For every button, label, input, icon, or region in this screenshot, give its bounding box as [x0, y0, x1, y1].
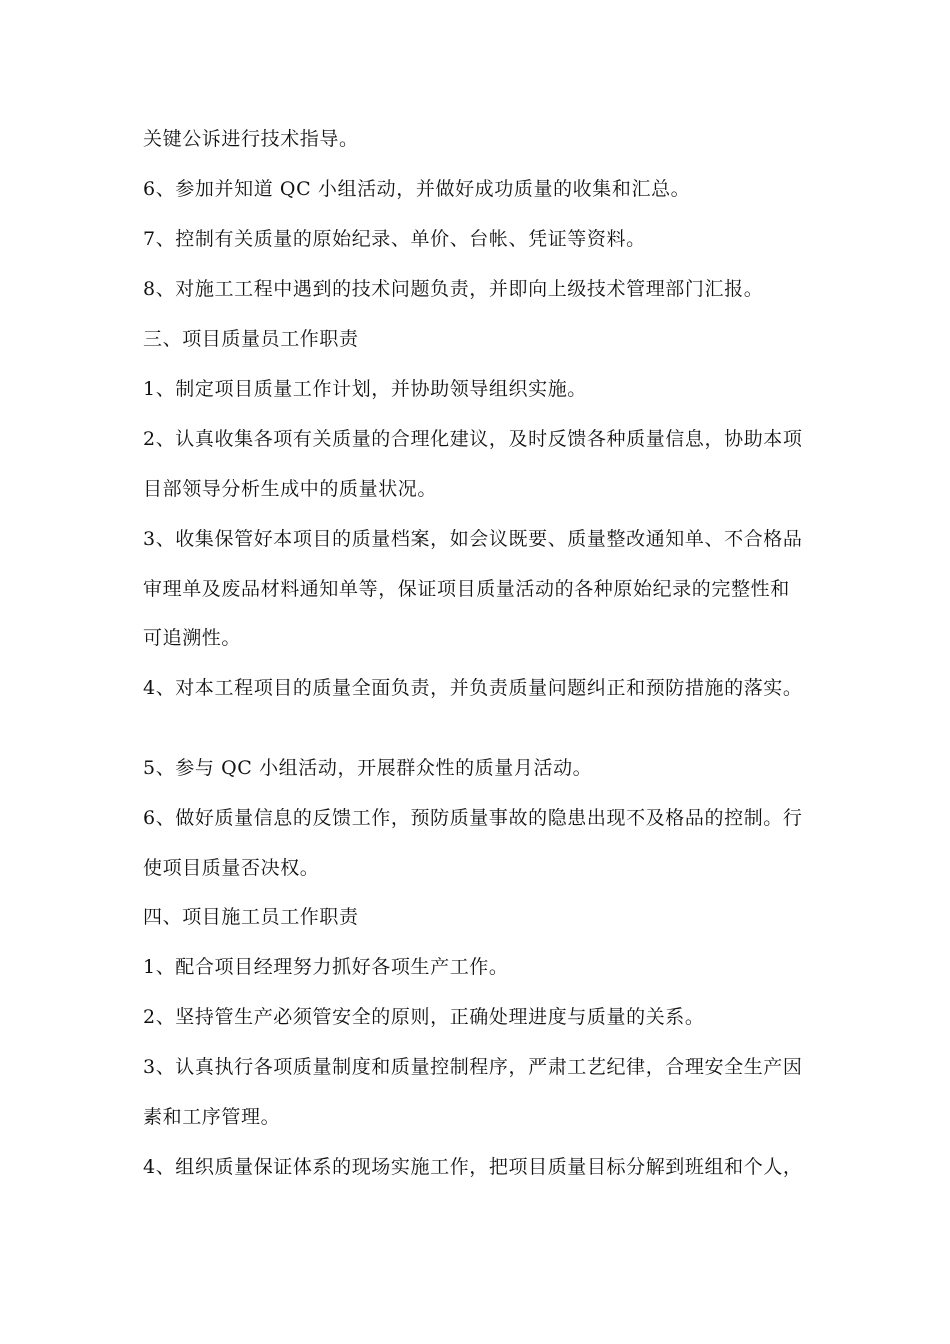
text-line: 3、认真执行各项质量制度和质量控制程序，严肃工艺纪律，合理安全生产因 [143, 1056, 803, 1078]
text-line: 素和工序管理。 [143, 1106, 281, 1128]
text-line: 2、坚持管生产必须管安全的原则，正确处理进度与质量的关系。 [143, 1006, 705, 1028]
text-line: 5、参与 QC 小组活动，开展群众性的质量月活动。 [143, 757, 593, 779]
text-line: 8、对施工工程中遇到的技术问题负责，并即向上级技术管理部门汇报。 [143, 278, 764, 300]
text-line: 7、控制有关质量的原始纪录、单价、台帐、凭证等资料。 [143, 228, 646, 250]
text-line: 2、认真收集各项有关质量的合理化建议，及时反馈各种质量信息，协助本项 [143, 428, 803, 450]
text-line: 可追溯性。 [143, 627, 242, 649]
section-heading: 三、项目质量员工作职责 [143, 328, 359, 350]
text-line: 关键公诉进行技术指导。 [143, 128, 359, 150]
text-line: 3、收集保管好本项目的质量档案，如会议既要、质量整改通知单、不合格品 [143, 528, 803, 550]
text-line: 使项目质量否决权。 [143, 857, 320, 879]
text-line: 目部领导分析生成中的质量状况。 [143, 478, 438, 500]
text-line: 6、做好质量信息的反馈工作，预防质量事故的隐患出现不及格品的控制。行 [143, 807, 803, 829]
text-line: 6、参加并知道 QC 小组活动，并做好成功质量的收集和汇总。 [143, 178, 691, 200]
text-line: 1、配合项目经理努力抓好各项生产工作。 [143, 956, 509, 978]
text-line: 1、制定项目质量工作计划，并协助领导组织实施。 [143, 378, 587, 400]
text-line: 4、对本工程项目的质量全面负责，并负责质量问题纠正和预防措施的落实。 [143, 677, 803, 699]
text-line: 审理单及废品材料通知单等，保证项目质量活动的各种原始纪录的完整性和 [143, 578, 790, 600]
section-heading: 四、项目施工员工作职责 [143, 906, 359, 928]
text-line: 4、组织质量保证体系的现场实施工作，把项目质量目标分解到班组和个人， [143, 1156, 803, 1178]
